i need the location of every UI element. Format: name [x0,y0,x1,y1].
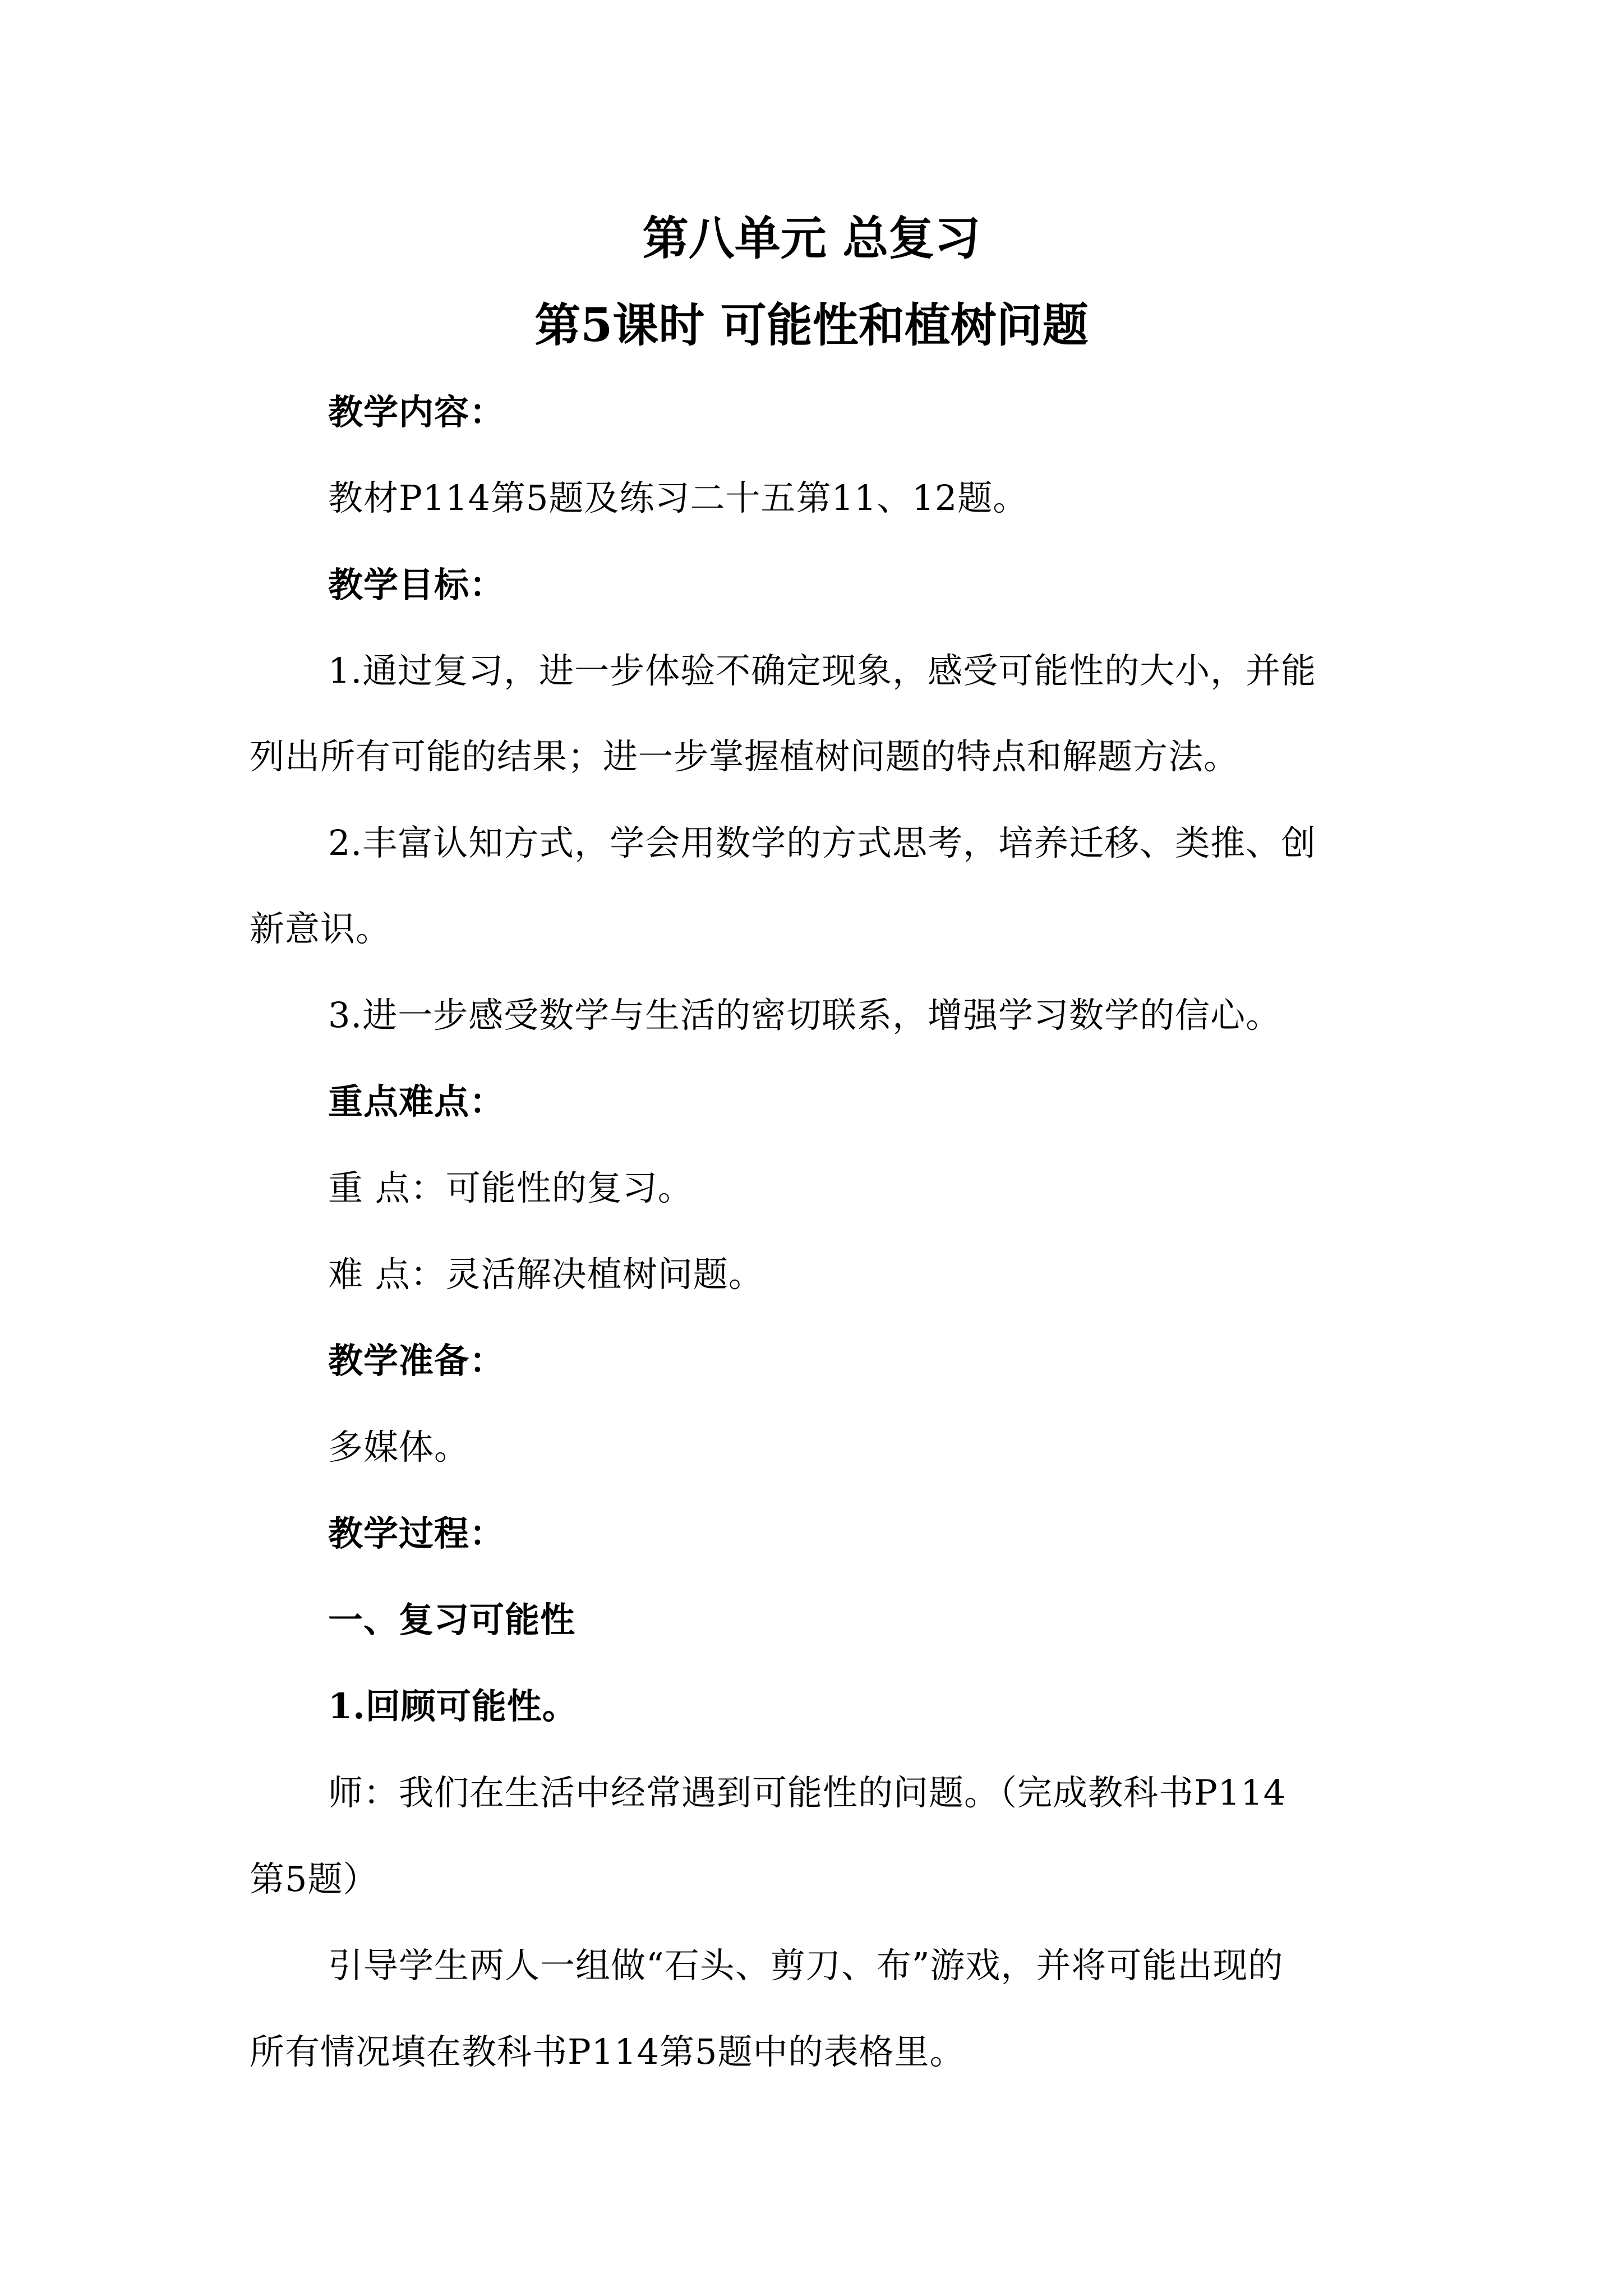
goals-heading: 教学目标： [328,564,505,605]
section-1-heading: 一、复习可能性 [328,1599,576,1640]
lesson-title: 第5课时 可能性和植树问题 [534,298,1089,352]
process-heading: 教学过程： [328,1513,505,1554]
goal-1-line-1: 1.通过复习，进一步体验不确定现象，感受可能性的大小，并能 [328,650,1317,691]
teacher-line-1: 师：我们在生活中经常遇到可能性的问题。（完成教科书P114 [328,1772,1287,1813]
key-heading: 重点难点： [328,1081,505,1122]
content-text: 教材P114第5题及练习二十五第11、12题。 [328,477,1029,518]
guide-line-2: 所有情况填在教科书P114第5题中的表格里。 [250,2031,965,2072]
difficult-point: 难 点：灵活解决植树问题。 [328,1254,764,1295]
prep-heading: 教学准备： [328,1340,505,1381]
content-heading: 教学内容： [328,392,505,432]
goal-2-line-1: 2.丰富认知方式，学会用数学的方式思考，培养迁移、类推、创 [328,822,1317,863]
unit-title: 第八单元 总复习 [642,211,981,265]
guide-line-1: 引导学生两人一组做“石头、剪刀、布”游戏，并将可能出现的 [328,1945,1284,1986]
goal-3: 3.进一步感受数学与生活的密切联系，增强学习数学的信心。 [328,995,1281,1036]
sub-1-heading: 1.回顾可能性。 [328,1686,578,1727]
goal-1-line-2: 列出所有可能的结果；进一步掌握植树问题的特点和解题方法。 [250,736,1239,777]
prep-text: 多媒体。 [328,1427,470,1467]
teacher-line-2: 第5题） [250,1858,379,1899]
key-point: 重 点：可能性的复习。 [328,1167,693,1208]
goal-2-line-2: 新意识。 [250,908,391,949]
